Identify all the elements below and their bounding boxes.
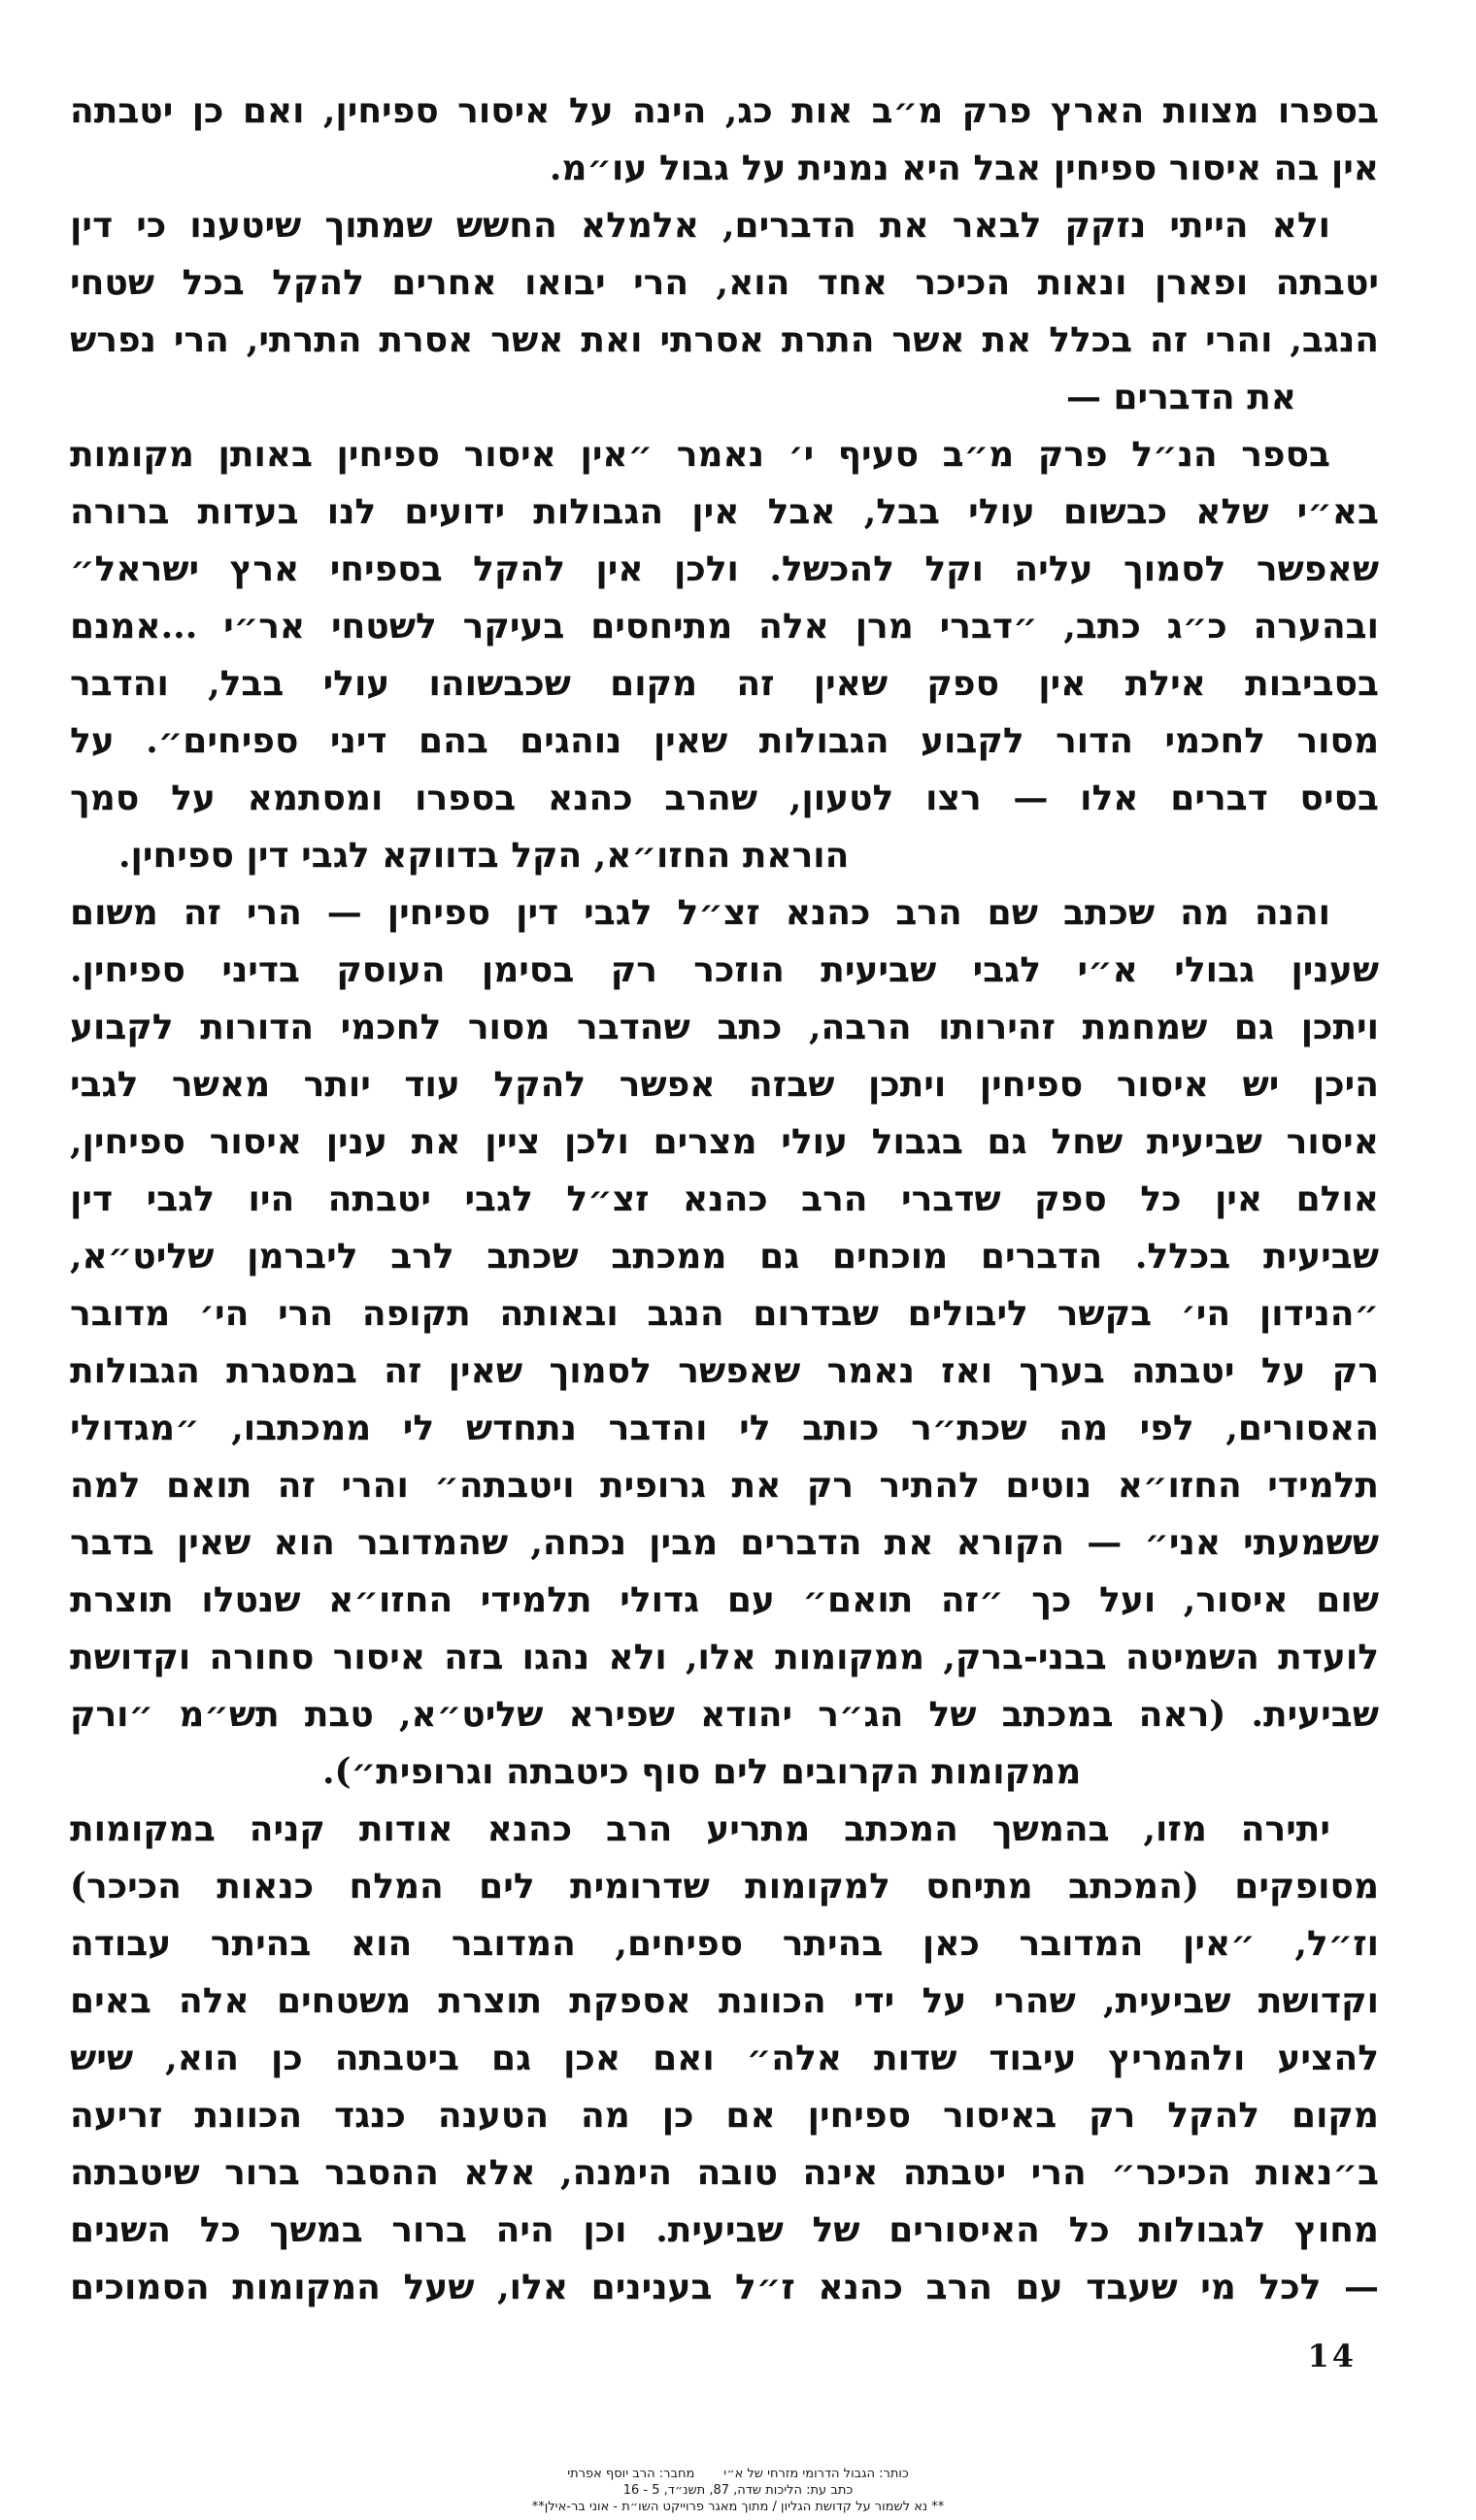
text-line: אין בה איסור ספיחין אבל היא נמנית על גבול עו״מ. (549, 148, 1379, 188)
text-line: בסביבות אילת אין ספק שאין זה מקום שכבשוהו עולי בבל, והדבר (70, 663, 1379, 704)
text-line: שאפשר לסמוך עליה וקל להכשל. ולכן אין להקל בספיחי ארץ ישראל״ (70, 548, 1379, 589)
text-line: לועדת השמיטה בבני-ברק, ממקומות אלו, ולא נהגו בזה איסור סחורה וקדושת (70, 1637, 1379, 1677)
text-line: ממקומות הקרובים לים סוף כיטבתה וגרופית״). (322, 1751, 1082, 1792)
text-line: הוראת החזו״א, הקל בדווקא לגבי דין ספיחין. (118, 835, 850, 876)
footer (0, 2466, 1476, 2515)
text-line: מקום להקל רק באיסור ספיחין אם כן מה הטענה כנגד הכוונת זריעה (70, 2095, 1379, 2136)
text-line: מסור לחכמי הדור לקבוע הגבולות שאין נוהגים בהם דיני ספיחים״. על (70, 720, 1379, 761)
text-line: האסורים, לפי מה שכת״ר כותב לי והדבר נתחדש לי ממכתבו, ״מגדולי (70, 1408, 1379, 1448)
text-line: את הדברים — (1065, 377, 1296, 417)
text-line: תלמידי החזו״א נוטים להתיר רק את גרופית ויטבתה״ והרי זה תואם למה (70, 1465, 1379, 1506)
text-line: בא״י שלא כבשום עולי בבל, אבל אין הגבולות ידועים לנו בעדות ברורה (70, 491, 1379, 532)
text-line: ולא הייתי נזקק לבאר את הדברים, אלמלא החשש שמתוך שיטענו כי דין (70, 205, 1330, 246)
footer-author: מחבר: הרב יוסף אפרתי (567, 2467, 695, 2481)
text-line: ויתכן גם שמחמת זהירותו הרבה, כתב שהדבר מסור לחכמי הדורות לקבוע (70, 1007, 1379, 1047)
text-line: איסור שביעית שחל גם בגבול עולי מצרים ולכן ציין את ענין איסור ספיחין, (70, 1121, 1379, 1162)
text-line: וז״ל, ״אין המדובר כאן בהיתר ספיחים, המדובר הוא בהיתר עבודה (70, 1923, 1379, 1964)
text-line: שום איסור, ועל כך ״זה תואם״ עם גדולי תלמידי החזו״א שנטלו תוצרת (70, 1579, 1379, 1620)
footer-journal: כתב עת: הליכות שדה, 87, תשנ״ד, 5 - 16 (622, 2483, 854, 2498)
text-line: אולם אין כל ספק שדברי הרב כהנא זצ״ל לגבי יטבתה היו לגבי דין (70, 1178, 1379, 1219)
text-line: היכן יש איסור ספיחין ויתכן שבזה אפשר להקל עוד יותר מאשר לגבי (70, 1064, 1379, 1105)
text-line: בספרו מצוות הארץ פרק מ״ב אות כג, הינה על איסור ספיחין, ואם כן יטבתה (70, 90, 1379, 131)
text-line: בסיס דברים אלו — רצו לטעון, שהרב כהנא בספרו ומסתמא על סמך (70, 778, 1379, 818)
text-line: והנה מה שכתב שם הרב כהנא זצ״ל לגבי דין ספיחין — הרי זה משום (70, 892, 1330, 933)
text-line: רק על יטבתה בערך ואז נאמר שאפשר לסמוך שאין זה במסגרת הגבולות (70, 1350, 1379, 1391)
text-line: בספר הנ״ל פרק מ״ב סעיף י׳ נאמר ״אין איסור ספיחין באותן מקומות (70, 434, 1330, 475)
text-line: ״הנידון הי׳ בקשר ליבולים שבדרום הנגב ובאותה תקופה הרי הי׳ מדובר (70, 1293, 1379, 1334)
footer-notice: ** נא לשמור על קדושת הגליון / מתוך מאגר פרוייקט השו״ת - אוני בר-אילן** (531, 2500, 945, 2514)
footer-title-author-line (0, 2466, 1476, 2482)
text-line: יטבתה ופארן ונאות הכיכר אחד הוא, הרי יבואו אחרים להקל בכל שטחי (70, 262, 1379, 303)
text-line: הנגב, והרי זה בכלל את אשר התרת אסרתי ואת אשר אסרת התרתי, הרי נפרש (70, 319, 1379, 360)
text-column (70, 83, 1379, 2316)
text-line: ששמעתי אני״ — הקורא את הדברים מבין נכחה, שהמדובר הוא שאין בדבר (70, 1522, 1379, 1563)
text-line: שביעית. (ראה במכתב של הג״ר יהודא שפירא שליט״א, טבת תש״מ ״ורק (70, 1694, 1379, 1735)
text-line: ובהערה כ״ג כתב, ״דברי מרן אלה מתיחסים בעיקר לשטחי אר״י ...אמנם (70, 606, 1379, 647)
text-line: שביעית בכלל. הדברים מוכחים גם ממכתב שכתב לרב ליברמן שליט״א, (70, 1236, 1379, 1277)
text-line: מחוץ לגבולות כל האיסורים של שביעית. וכן היה ברור במשך כל השנים (70, 2209, 1379, 2250)
text-line: להציע ולהמריץ עיבוד שדות אלה״ ואם אכן גם ביטבתה כן הוא, שיש (70, 2038, 1379, 2078)
footer-title: כותר: הגבול הדרומי מזרחי של א״י (723, 2467, 909, 2481)
page-number: 14 (1307, 2338, 1357, 2374)
text-line: יתירה מזו, בהמשך המכתב מתריע הרב כהנא אודות קניה במקומות (70, 1808, 1330, 1849)
text-line: שענין גבולי א״י לגבי שביעית הוזכר רק בסימן העוסק בדיני ספיחין. (70, 949, 1379, 990)
text-line: — לכל מי שעבד עם הרב כהנא ז״ל בענינים אלו, שעל המקומות הסמוכים (70, 2267, 1379, 2307)
text-line: וקדושת שביעית, שהרי על ידי הכוונת אספקת תוצרת משטחים אלה באים (70, 1980, 1379, 2021)
text-line: ב״נאות הכיכר״ הרי יטבתה אינה טובה הימנה, אלא ההסבר ברור שיטבתה (70, 2152, 1379, 2193)
text-line: מסופקים (המכתב מתיחס למקומות שדרומית לים המלח כנאות הכיכר) (70, 1866, 1379, 1907)
